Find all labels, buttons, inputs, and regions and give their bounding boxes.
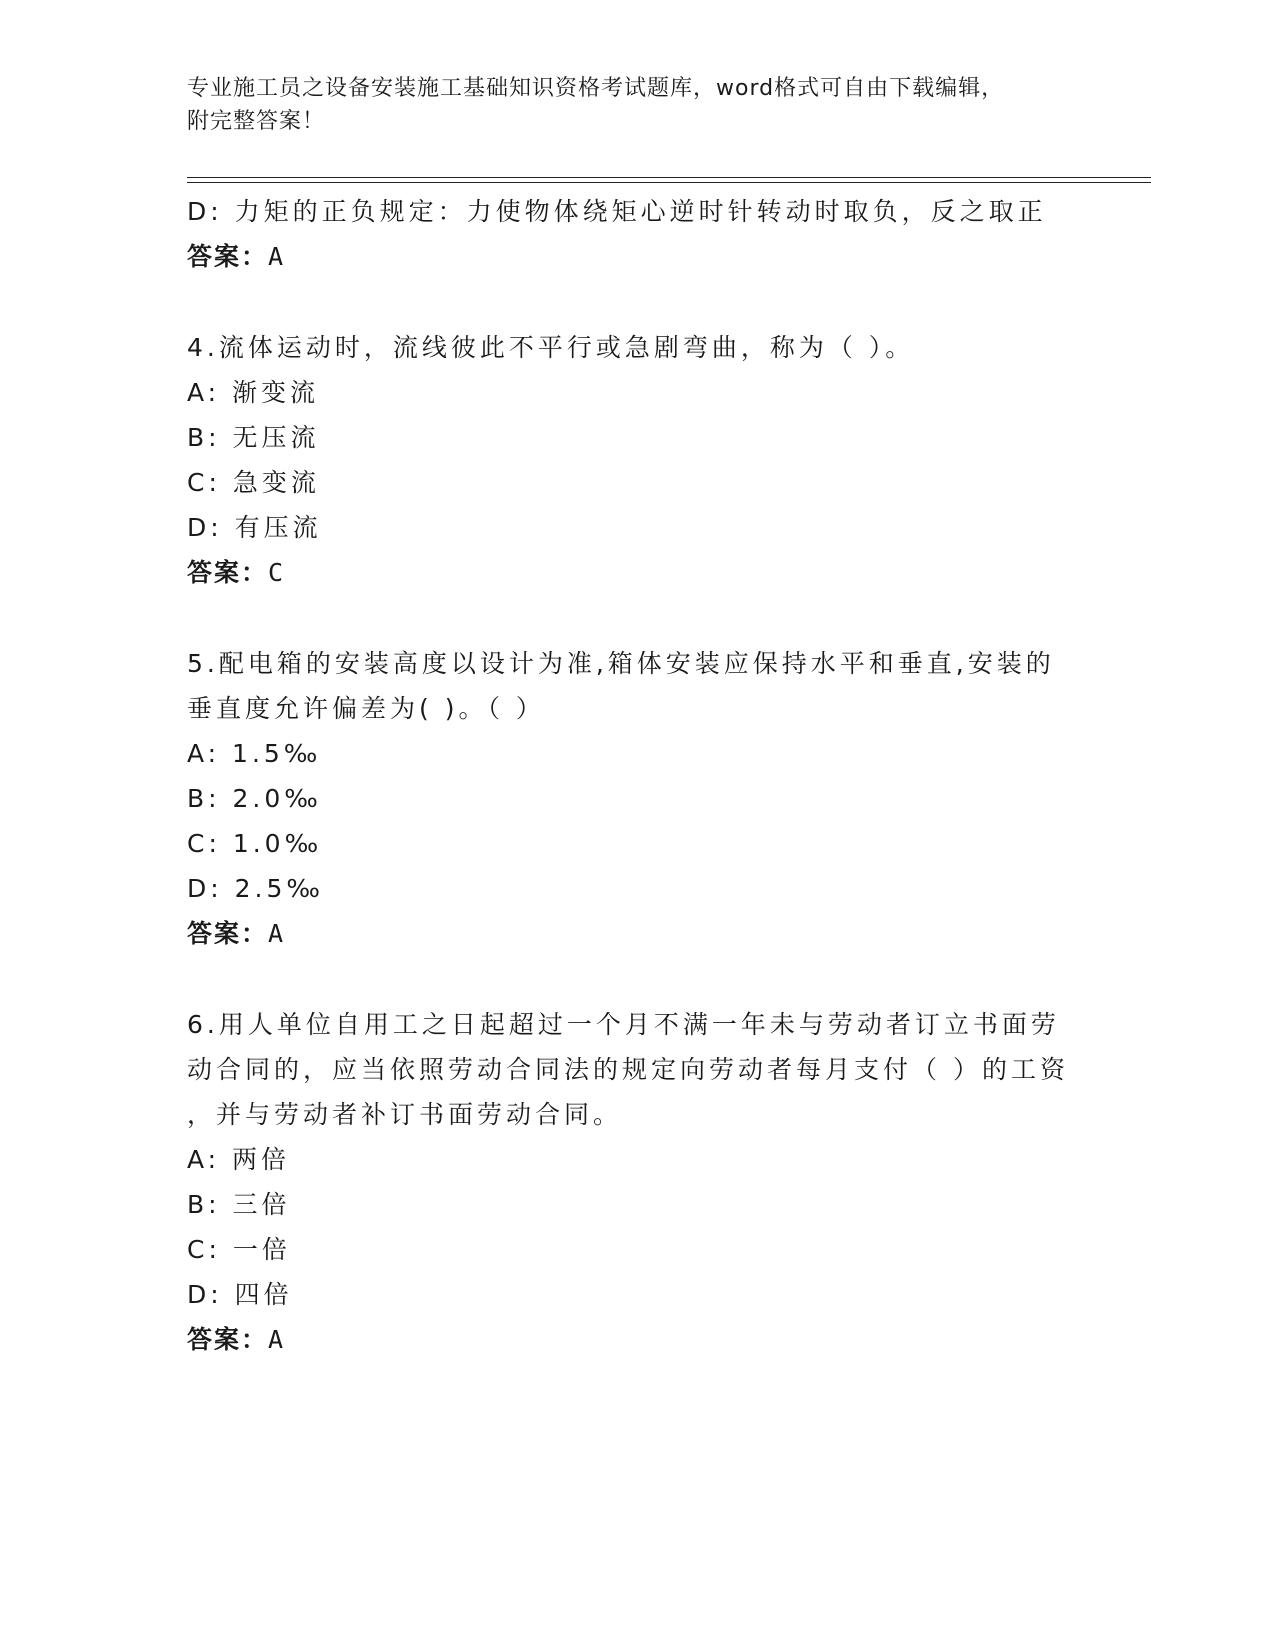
document-body bbox=[187, 189, 1087, 1362]
option-b: B: 2.0‰ bbox=[187, 784, 322, 813]
answer-line bbox=[187, 1317, 1087, 1362]
question-stem-line: 垂直度允许偏差为( )。（ ） bbox=[187, 694, 545, 723]
option-d: D: 2.5‰ bbox=[187, 874, 324, 903]
option-a: A: 渐变流 bbox=[187, 378, 320, 407]
header-divider-top bbox=[187, 177, 1151, 178]
option-c: C: 急变流 bbox=[187, 468, 320, 497]
answer-label: 答案： bbox=[187, 919, 269, 948]
spacer bbox=[187, 595, 1087, 641]
answer-line bbox=[187, 234, 1087, 279]
answer-label: 答案： bbox=[187, 558, 269, 587]
header-divider-bottom bbox=[187, 182, 1151, 183]
option-b: B: 无压流 bbox=[187, 423, 320, 452]
option-d: D: 力矩的正负规定：力使物体绕矩心逆时针转动时取负，反之取正 bbox=[187, 197, 1047, 226]
option-c: C: 1.0‰ bbox=[187, 829, 323, 858]
option-c: C: 一倍 bbox=[187, 1235, 291, 1264]
question-stem-line: ，并与劳动者补订书面劳动合同。 bbox=[187, 1100, 623, 1129]
question-stem-line: 动合同的，应当依照劳动合同法的规定向劳动者每月支付（ ）的工资 bbox=[187, 1055, 1069, 1084]
answer-label: 答案： bbox=[187, 1325, 269, 1354]
answer-line bbox=[187, 911, 1087, 956]
option-b: B: 三倍 bbox=[187, 1190, 291, 1219]
question-4 bbox=[187, 325, 1087, 595]
question-stem-line: 4.流体运动时，流线彼此不平行或急剧弯曲，称为（ ）。 bbox=[187, 333, 915, 362]
answer-value: A bbox=[268, 242, 284, 271]
spacer bbox=[187, 279, 1087, 325]
spacer bbox=[187, 956, 1087, 1002]
document-header bbox=[187, 72, 1087, 138]
header-title-line-2: 附完整答案！ bbox=[187, 109, 326, 134]
option-d: D: 有压流 bbox=[187, 513, 322, 542]
answer-value: A bbox=[268, 919, 284, 948]
answer-value: C bbox=[268, 558, 284, 587]
option-a: A: 1.5‰ bbox=[187, 739, 322, 768]
question-stem-line: 6.用人单位自用工之日起超过一个月不满一年未与劳动者订立书面劳 bbox=[187, 1010, 1060, 1039]
option-a: A: 两倍 bbox=[187, 1145, 291, 1174]
question-5 bbox=[187, 641, 1087, 956]
header-title-line-1: 专业施工员之设备安装施工基础知识资格考试题库，word格式可自由下载编辑， bbox=[187, 76, 1005, 101]
answer-value: A bbox=[268, 1325, 284, 1354]
option-d: D: 四倍 bbox=[187, 1280, 293, 1309]
question-stem-line: 5.配电箱的安装高度以设计为准,箱体安装应保持水平和垂直,安装的 bbox=[187, 649, 1055, 678]
answer-label: 答案： bbox=[187, 242, 269, 271]
previous-question-tail bbox=[187, 189, 1087, 279]
answer-line bbox=[187, 550, 1087, 595]
question-6 bbox=[187, 1002, 1087, 1362]
